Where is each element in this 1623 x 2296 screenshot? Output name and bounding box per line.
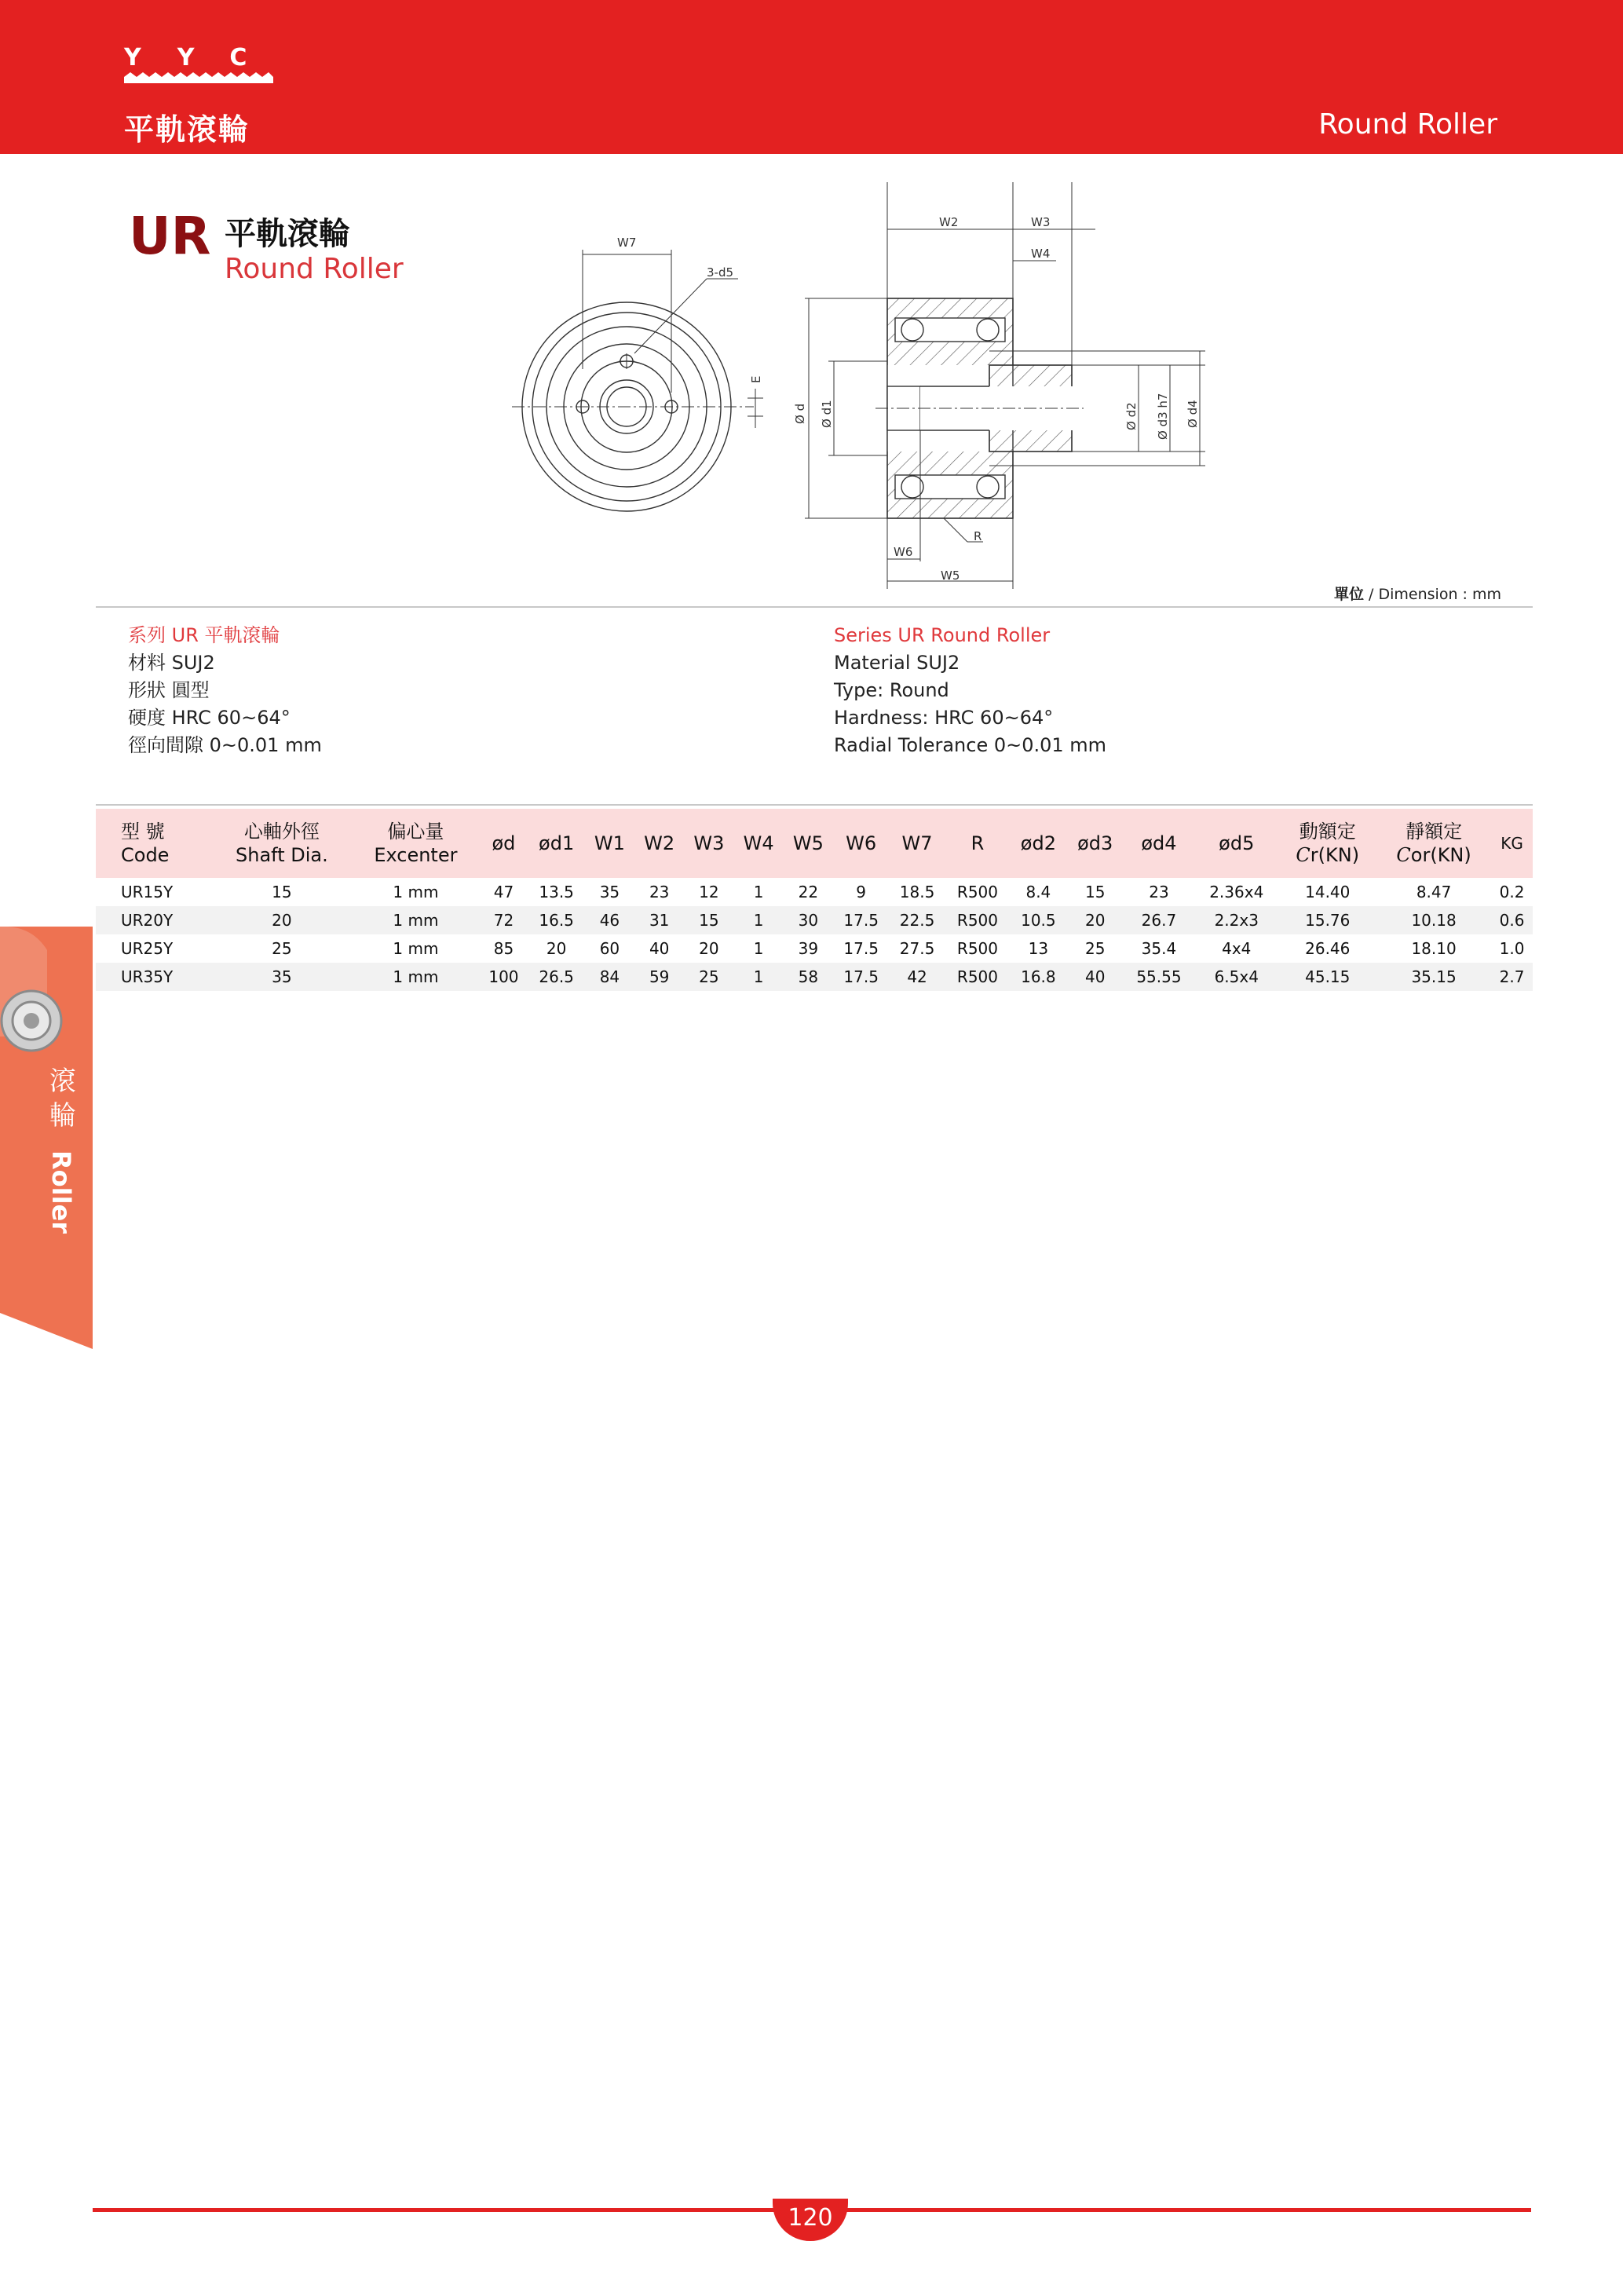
table-cell: 2.7 [1491,963,1533,991]
table-cell: 31 [634,906,684,934]
table-cell: 15.76 [1279,906,1377,934]
table-cell: 23 [1149,883,1169,901]
table-cell: 4x4 [1222,939,1252,958]
table-cell: 8.47 [1416,883,1452,901]
table-cell: 15 [272,883,292,901]
spec-en [834,622,1106,759]
table-cell: 9 [856,883,867,901]
divider-table [96,804,1533,806]
label-e: E [749,375,763,383]
table-cell: 39 [798,939,819,958]
table-cell: 20 [211,906,352,934]
dimension-table [96,809,1533,991]
side-tab-label-cn: 滾 輪 [49,1066,76,1132]
label-d: Ø d [793,403,807,424]
spec-en-heading: Series UR Round Roller [834,624,1051,646]
col-kg: KG [1491,809,1533,878]
header-bar [0,0,1623,154]
table-cell: 16.5 [528,906,584,934]
table-cell: R500 [956,883,998,901]
label-d1: Ø d1 [820,400,834,428]
table-cell: 25 [272,939,292,958]
table-cell: 46 [585,906,634,934]
table-cell: 10.5 [1010,906,1066,934]
table-row [96,934,1533,963]
table-cell: 58 [784,963,833,991]
label-w6: W6 [894,545,913,559]
table-cell: 35 [599,883,620,901]
table-cell: 35.4 [1141,939,1177,958]
table-cell: 42 [889,963,945,991]
table-cell: 1 mm [352,963,479,991]
label-w2: W2 [939,215,959,229]
table-cell: 60 [599,939,620,958]
table-cell: 22.5 [889,906,945,934]
table-cell: UR15Y [121,883,174,901]
label-d3: Ø d3 h7 [1156,393,1170,440]
table-cell: 35.15 [1376,963,1491,991]
table-cell: 72 [479,906,528,934]
table-cell: 0.6 [1491,906,1533,934]
unit-note [1334,583,1501,604]
spec-en-tolerance: Radial Tolerance 0~0.01 mm [834,734,1107,756]
header-category-en: Round Roller [1318,108,1497,141]
table-header-row [96,809,1533,878]
col-cr: 動額定 Cr(KN) [1279,809,1377,878]
spec-cn-heading: 系列 UR 平軌滾輪 [128,624,280,646]
table-row [96,906,1533,934]
brand-logo-teeth [124,72,273,83]
table-cell: 2.36x4 [1209,883,1264,901]
table-row [96,878,1533,906]
label-w7: W7 [617,236,637,250]
table-cell: 26.5 [528,963,584,991]
label-d4: Ø d4 [1186,400,1200,428]
spec-cn [128,622,322,759]
table-cell: 0.2 [1499,883,1525,901]
col-shaft: 心軸外徑 Shaft Dia. [211,809,352,878]
product-code: UR [129,206,211,266]
table-cell: 26.46 [1305,939,1351,958]
col-r: R [945,809,1010,878]
product-name-en: Round Roller [225,253,404,285]
table-cell: 14.40 [1305,883,1351,901]
side-tab-label-en: Roller [46,1150,76,1234]
table-cell: 20 [546,939,567,958]
table-cell: 25 [1084,939,1106,958]
table-cell: R500 [945,906,1010,934]
table-cell: 2.2x3 [1194,906,1279,934]
table-cell: 45.15 [1279,963,1377,991]
col-d: ød [479,809,528,878]
spec-cn-type: 形狀 圓型 [128,679,210,701]
table-body [96,878,1533,991]
unit-label-en: / Dimension : mm [1364,586,1501,603]
label-w4: W4 [1031,247,1051,261]
table-cell: 8.4 [1025,883,1051,901]
col-d2: ød2 [1010,809,1066,878]
col-cor: 靜額定 Cor(KN) [1376,809,1491,878]
table-cell: 20 [699,939,719,958]
table-cell: 27.5 [899,939,935,958]
table-cell: 25 [684,963,733,991]
table-cell: 1 [734,906,784,934]
table-cell: UR25Y [121,939,174,958]
table-cell: 17.5 [833,906,889,934]
label-r: R [974,529,982,543]
front-view [512,250,763,511]
col-w7: W7 [889,809,945,878]
page-number: 120 [773,2199,848,2241]
table-cell: 23 [649,883,670,901]
divider-top [96,606,1533,608]
table-cell: 13.5 [539,883,574,901]
table-cell: 17.5 [833,963,889,991]
header-category-cn: 平軌滾輪 [124,112,250,147]
table-cell: 17.5 [843,939,879,958]
table-cell: R500 [945,963,1010,991]
table-cell: 18.5 [899,883,935,901]
label-d2: Ø d2 [1124,402,1139,430]
table-cell: UR20Y [96,906,211,934]
col-w6: W6 [833,809,889,878]
unit-label-cn: 單位 [1334,586,1365,603]
table-cell: 22 [798,883,819,901]
col-excenter: 偏心量 Excenter [352,809,479,878]
label-w3: W3 [1031,215,1051,229]
col-w3: W3 [684,809,733,878]
table-cell: 55.55 [1124,963,1194,991]
table-row [96,963,1533,991]
table-cell: 1 mm [393,939,439,958]
col-d3: ød3 [1067,809,1124,878]
table-cell: 40 [1067,963,1124,991]
brand-logo: YYC [124,44,283,71]
table-cell: 85 [493,939,514,958]
table-cell: 100 [479,963,528,991]
table-cell: 6.5x4 [1194,963,1279,991]
table-cell: 47 [493,883,514,901]
table-cell: 59 [634,963,684,991]
spec-cn-hardness: 硬度 HRC 60~64° [128,707,291,729]
table-cell: R500 [956,939,998,958]
table-cell: 15 [684,906,733,934]
table-cell: 13 [1028,939,1049,958]
table-cell: 40 [649,939,670,958]
table-cell: 1.0 [1499,939,1525,958]
col-w2: W2 [634,809,684,878]
table-cell: 1 mm [393,883,439,901]
col-w1: W1 [585,809,634,878]
table-cell: 1 [734,963,784,991]
table-cell: 12 [699,883,719,901]
technical-drawing [487,177,1225,593]
col-d5: ød5 [1194,809,1279,878]
col-w4: W4 [734,809,784,878]
label-d5: 3-d5 [707,265,734,280]
spec-cn-tolerance: 徑向間隙 0~0.01 mm [128,734,322,756]
table-cell: 84 [585,963,634,991]
table-cell: 10.18 [1376,906,1491,934]
table-cell: 15 [1084,883,1106,901]
table-cell: 16.8 [1010,963,1066,991]
spec-en-material: Material SUJ2 [834,652,960,674]
spec-en-type: Type: Round [834,679,949,701]
table-cell: 35 [211,963,352,991]
label-w5: W5 [941,569,960,583]
side-tab [0,927,94,1351]
table-cell: 1 [753,939,764,958]
side-view [805,182,1205,589]
table-cell: 18.10 [1411,939,1457,958]
table-cell: 20 [1067,906,1124,934]
table-cell: UR35Y [96,963,211,991]
col-d4: ød4 [1124,809,1194,878]
table-cell: 1 [753,883,764,901]
col-code: 型 號 Code [96,809,211,878]
table-cell: 26.7 [1124,906,1194,934]
table-cell: 30 [784,906,833,934]
table-cell: 1 mm [352,906,479,934]
spec-en-hardness: Hardness: HRC 60~64° [834,707,1054,729]
spec-cn-material: 材料 SUJ2 [128,652,215,674]
col-d1: ød1 [528,809,584,878]
col-w5: W5 [784,809,833,878]
product-name-cn: 平軌滾輪 [225,216,350,252]
